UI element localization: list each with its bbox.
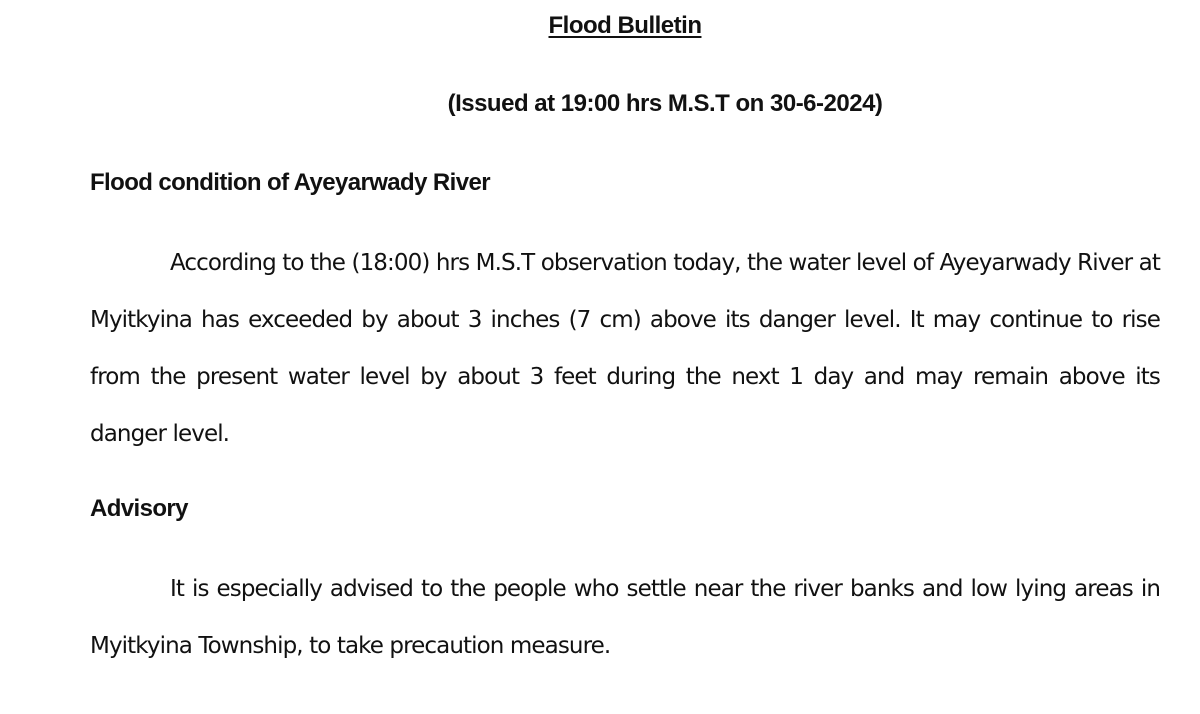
flood-condition-paragraph: According to the (18:00) hrs M.S.T observation today, the water level of Ayeyarwady River at Myitkyina has exceeded by about 3 inches (7 cm) above its danger level. It may continue to rise from the present water level by about 3 feet during the next 1 day and may remain above its danger level.: [90, 250, 1160, 447]
issued-time: (Issued at 19:00 hrs M.S.T on 30-6-2024): [447, 90, 883, 117]
flood-condition-heading: Flood condition of Ayeyarwady River: [90, 169, 490, 196]
advisory-heading: Advisory: [90, 495, 188, 522]
advisory-paragraph: It is especially advised to the people who settle near the river banks and low lying areas in Myitkyina Township, to take precaution measure.: [90, 576, 1160, 659]
bulletin-title: Flood Bulletin: [548, 12, 702, 39]
